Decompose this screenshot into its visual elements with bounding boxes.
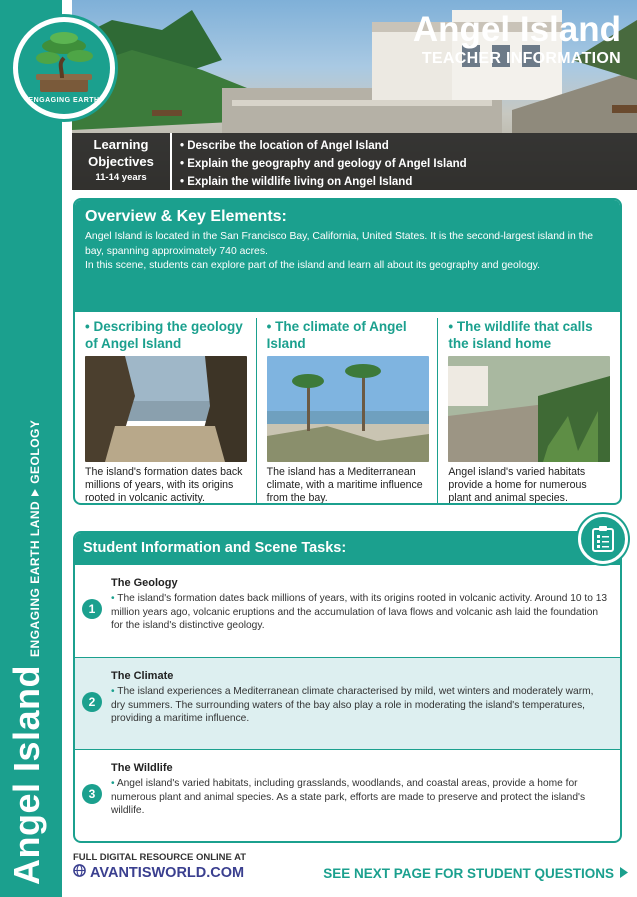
overview-title: Overview & Key Elements: (85, 208, 287, 225)
learning-objectives-list (172, 133, 467, 190)
lo-heading-line1: Learning (93, 137, 149, 152)
clipboard-icon (578, 514, 628, 564)
task-geology (75, 565, 620, 657)
learning-objectives-label (72, 133, 172, 190)
overview-column-geology (75, 318, 257, 504)
task-text: The island's formation dates back millions of years, with its origins rooted in volcanic activity. Around 10 to 13 million years ago, volcanic eruptions and the accumulation of lava flows and volcanic ash laid the foundation for the island's distinctive geology. (111, 593, 608, 632)
logo-caption: ENGAGING EARTH (28, 97, 100, 104)
hero-banner (72, 0, 637, 190)
column-title: • The climate of Angel Island (266, 319, 407, 351)
hero-title-block (413, 10, 621, 68)
task-text-line: • The island experiences a Mediterranean climate characterised by mild, wet winters and moderately warm, dry summers. The surrounding waters of the bay also play a role in moderating the island's temperatures, providing a maritime influence. (111, 686, 594, 725)
sidebar-path-arrow-icon (28, 489, 42, 496)
sidebar-path-level2: GEOLOGY (28, 419, 42, 484)
task-number-badge: 3 (82, 784, 102, 804)
objective-item: • Explain the geography and geology of Angel Island (180, 158, 467, 170)
play-arrow-icon (620, 866, 628, 881)
wildlife-scene-image (448, 356, 610, 462)
next-page-text: SEE NEXT PAGE FOR STUDENT QUESTIONS (323, 866, 614, 881)
page-subtitle: TEACHER INFORMATION (421, 50, 621, 67)
sidebar-path-level1: ENGAGING EARTH LAND (28, 500, 42, 657)
objective-item: • Explain the wildlife living on Angel Island (180, 176, 413, 188)
overview-header (75, 200, 620, 312)
task-text: The island experiences a Mediterranean climate characterised by mild, wet winters and moderately warm, dry summers. The surrounding waters of the bay also play a role in moderating the island's temperatures, providing a maritime influence. (111, 686, 594, 725)
overview-panel (73, 198, 622, 505)
sidebar-title: Angel Island (6, 664, 47, 885)
task-text-line: • Angel island's varied habitats, including grasslands, woodlands, and coastal areas, provide a home for numerous plant and animal species. As a state park, efforts are made to preserve and protect the island's wildlife. (111, 778, 586, 817)
task-text: Angel island's varied habitats, including grasslands, woodlands, and coastal areas, provide a home for numerous plant and animal species. As a state park, efforts are made to preserve and protect the island's wildlife. (111, 778, 586, 817)
globe-icon (73, 864, 86, 881)
overview-column-climate (257, 318, 439, 504)
sidebar-title-block (0, 0, 62, 897)
task-title: The Geology (111, 577, 178, 589)
task-climate (75, 657, 620, 749)
student-info-panel (73, 531, 622, 843)
column-text: Angel island's varied habitats provide a home for numerous plant and animal species. (448, 466, 587, 504)
lo-heading-line2: Objectives (88, 154, 154, 169)
geology-scene-image (85, 356, 247, 462)
column-text: The island has a Mediterranean climate, with a maritime influence from the bay. (266, 466, 423, 504)
footer (73, 852, 628, 892)
next-page-link[interactable] (323, 866, 628, 881)
engaging-earth-logo (10, 14, 118, 122)
overview-paragraph-2: In this scene, students can explore part of the island and learn all about its geography and geology. (85, 260, 540, 271)
column-title: • The wildlife that calls the island home (448, 319, 593, 351)
footer-resource-label: FULL DIGITAL RESOURCE ONLINE AT (73, 852, 247, 863)
age-range: 11-14 years (95, 172, 147, 183)
learning-objectives-bar (72, 133, 637, 190)
climate-scene-image (267, 356, 429, 462)
site-url: AVANTISWORLD.COM (90, 864, 245, 881)
task-title: The Climate (111, 670, 174, 682)
column-text: The island's formation dates back millions of years, with its origins rooted in volcanic activity. (85, 466, 243, 504)
task-number-badge: 1 (82, 599, 102, 619)
objective-item: • Describe the location of Angel Island (180, 140, 389, 152)
task-text-line: • The island's formation dates back millions of years, with its origins rooted in volcanic activity. Around 10 to 13 million years ago, volcanic eruptions and the accumulation of lava flows and volcanic ash laid the foundation for the island's distinctive geology. (111, 593, 608, 632)
task-wildlife (75, 749, 620, 841)
overview-paragraph-1: Angel Island is located in the San Francisco Bay, California, United States. It is the second-largest island in the bay, spanning approximately 740 acres. (85, 231, 594, 257)
task-number-badge: 2 (82, 692, 102, 712)
column-title: • Describing the geology of Angel Island (85, 319, 243, 351)
student-info-title: Student Information and Scene Tasks: (75, 533, 620, 565)
page-title: Angel Island (412, 10, 621, 49)
task-title: The Wildlife (111, 762, 173, 774)
overview-column-wildlife (438, 318, 620, 504)
overview-columns (75, 312, 620, 504)
